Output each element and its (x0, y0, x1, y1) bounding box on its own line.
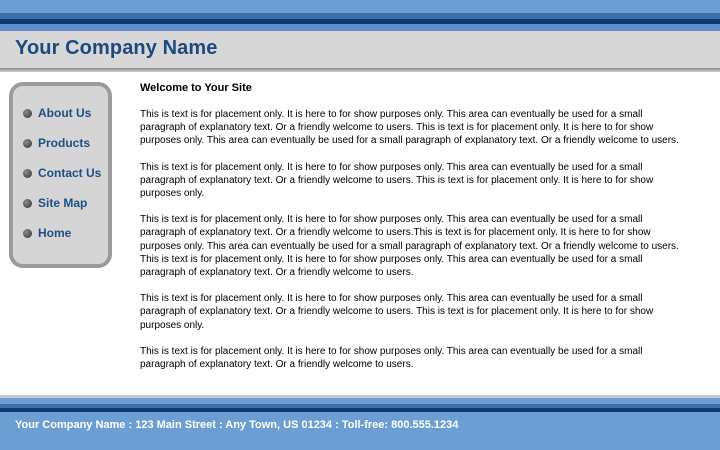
bullet-icon (23, 109, 32, 118)
content-paragraph: This is text is for placement only. It is here to for show purposes only. This area can eventually be used for a small paragraph of explanatory text. Or a friendly welcome to users. (140, 345, 643, 371)
footer-address: Your Company Name : 123 Main Street : Any Town, US 01234 : Toll-free: 800.555.1234 (15, 419, 459, 431)
bullet-icon (23, 169, 32, 178)
nav-item-contact-us[interactable] (23, 165, 101, 181)
sidebar-nav (9, 82, 112, 268)
nav-item-products[interactable] (23, 135, 90, 151)
content-paragraph: This is text is for placement only. It is here to for show purposes only. This area can eventually be used for a small paragraph of explanatory text. Or a friendly welcome to users. This is text is for placement only. It is here to for show purposes only. (140, 293, 654, 331)
header-shadow (0, 68, 720, 72)
content-paragraph: This is text is for placement only. It is here to for show purposes only. This area can eventually be used for a small paragraph of explanatory text. Or a friendly welcome to users. This is text is for placement only. It is here to for show purposes only. This area can eventually be used for a small paragraph of explanatory text. Or a friendly welcome to users. (140, 109, 679, 147)
company-name: Your Company Name (15, 37, 218, 59)
bullet-icon (23, 229, 32, 238)
bullet-icon (23, 139, 32, 148)
content-paragraph: This is text is for placement only. It is here to for show purposes only. This area can eventually be used for a small paragraph of explanatory text. Or a friendly welcome to users. This is text is for placement only. It is here to for show purposes only. (140, 161, 654, 200)
content-paragraph: This is text is for placement only. It is here to for show purposes only. This area can eventually be used for a small paragraph of explanatory text. Or a friendly welcome to users.This is text is for placement only. It is here to for show purposes only. This area can eventually be used for a small paragraph of explanatory text. Or a friendly welcome to users. This is text is for placement only. It is here to for show purposes only. This area can eventually be used for a small paragraph of explanatory text. Or a friendly welcome to users. (140, 214, 679, 279)
page-title: Welcome to Your Site (140, 82, 252, 94)
bullet-icon (23, 199, 32, 208)
nav-item-label: Products (38, 136, 91, 150)
footer-band (0, 412, 720, 450)
nav-item-home[interactable] (23, 225, 71, 241)
nav-item-about-us[interactable] (23, 105, 91, 121)
nav-item-label: About Us (38, 106, 92, 120)
header-stripe (0, 24, 720, 31)
nav-item-label: Contact Us (38, 166, 102, 180)
nav-item-site-map[interactable] (23, 195, 87, 211)
main-content (140, 82, 685, 384)
header-top-stripe (0, 0, 720, 13)
nav-item-label: Site Map (38, 196, 88, 210)
nav-item-label: Home (38, 226, 72, 240)
